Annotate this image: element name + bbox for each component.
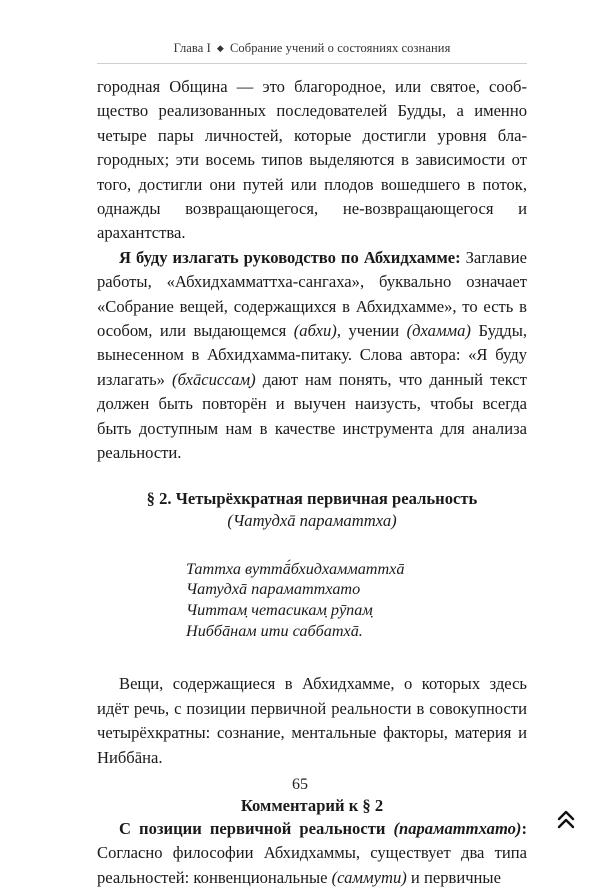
verse-line: Ниббāнам ити саббатхā. bbox=[186, 621, 363, 640]
section-subtitle: (Чатудхā параматтха) bbox=[227, 510, 397, 530]
page-body bbox=[97, 75, 527, 890]
paragraph-text: Заглавие работы, «Абхидхамматтха-сангаха», буквально означает «Собрание вещей, содержащихся в Абхидхамме», то есть в особом, или выдающемся bbox=[97, 247, 527, 341]
colon: : bbox=[521, 818, 527, 838]
section-title: § 2. Четырёхкратная первичная реальность bbox=[146, 488, 478, 508]
verse-line: Таттха вуттā́бхидхамматтхā bbox=[186, 559, 405, 578]
chapter-label: Глава I bbox=[173, 41, 211, 55]
paragraph-lead-bold: С позиции первичной реальности bbox=[119, 818, 394, 838]
verse-line: Чатудхā параматтхато bbox=[186, 580, 361, 599]
paragraph-text: и первичные bbox=[406, 867, 501, 887]
verse-line: Читтам̣ четасикам̣ рӯпам̣ bbox=[186, 600, 373, 619]
page-number: 65 bbox=[292, 776, 308, 793]
paragraph-text: Согласно философии Абхидхаммы, существует два типа реальностей: конвенциональные bbox=[97, 843, 527, 887]
paragraph-text: дают нам понять, что данный текст должен быть повторён и выучен наизусть, чтобы всегда быть доступным нам в качестве инструмента для анализа реальности. bbox=[97, 369, 528, 463]
term-paramatthato: (параматтхато) bbox=[393, 818, 522, 838]
paragraph-continued: городная Община — это благородное, или святое, сообщество реализованных последователей Будды, а именно четыре пары личностей, которые достигли уровня благородных; эти восемь типов выделяются в зависимости от того, достигли они путей или плодов вошедшего в поток, однажды возвращающегося, не-возвращающегося и арахантства. bbox=[97, 77, 527, 243]
verse-block bbox=[186, 559, 527, 642]
diamond-separator-icon: ◆ bbox=[216, 43, 224, 53]
paragraph-commentary bbox=[97, 817, 527, 890]
term-abhi: (абхи) bbox=[293, 321, 337, 341]
paragraph-lead-bold: Я буду излагать руководство по Абхидхамме: bbox=[119, 247, 461, 267]
commentary-title: Комментарий к § 2 bbox=[240, 795, 384, 815]
term-sammuti: (саммути) bbox=[331, 867, 407, 887]
running-header bbox=[97, 38, 527, 64]
paragraph-translation: Вещи, содержащиеся в Абхидхамме, о которых здесь идёт речь, с позиции первичной реальности в совокупности четырёхкратны: сознание, ментальные факторы, материя и Ниббāна. bbox=[97, 674, 527, 767]
term-dhamma: (дхамма) bbox=[406, 321, 471, 341]
paragraph-text: , учении bbox=[336, 321, 407, 341]
term-bhasissam: (бхāсиссам̣) bbox=[172, 369, 256, 389]
paragraph-text: Будды, вынесенном в Абхидхамма-питаку. Слова автора: «Я буду излагать» bbox=[97, 321, 528, 389]
chapter-title: Собрание учений о состояниях сознания bbox=[229, 41, 451, 55]
paragraph-guide bbox=[97, 246, 527, 466]
scroll-to-top-button[interactable] bbox=[552, 806, 580, 834]
double-chevron-up-icon bbox=[555, 809, 577, 831]
